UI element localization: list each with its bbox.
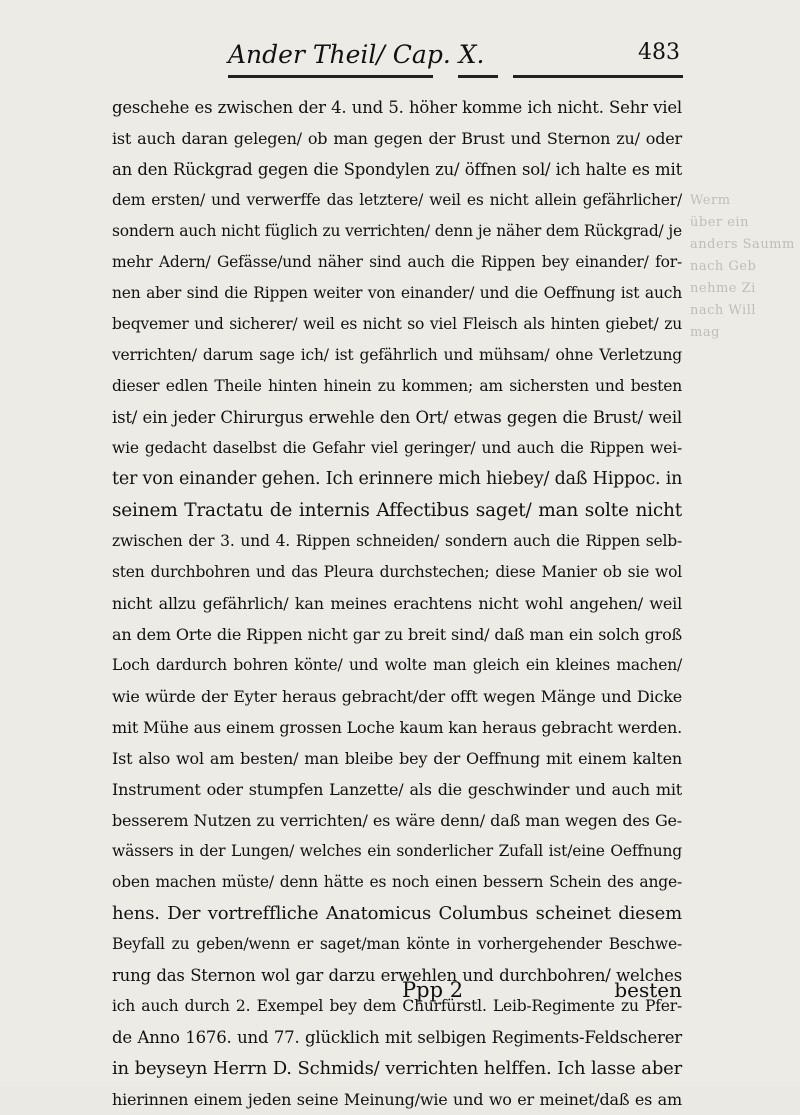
text-line: an den Rückgrad gegen die Spondylen zu/ öffnen sol/ ich halte es mit xyxy=(112,160,682,179)
page-header xyxy=(228,38,688,78)
text-line: in beyseyn Herrn D. Schmids/ verrichten helffen. Ich lasse aber xyxy=(112,1058,682,1079)
text-line: Ist also wol am besten/ man bleibe bey der Oeffnung mit einem kalten xyxy=(112,749,682,768)
text-line: nen aber sind die Rippen weiter von einander/ und die Oeffnung ist auch xyxy=(112,284,682,302)
text-line: de Anno 1676. und 77. glücklich mit selbigen Regiments-Feldscherer xyxy=(112,1028,682,1047)
text-line: ist/ ein jeder Chirurgus erwehle den Ort/ etwas gegen die Brust/ weil xyxy=(112,408,682,427)
text-line: hierinnen einem jeden seine Meinung/wie und wo er meinet/daß es am xyxy=(112,1090,682,1109)
text-line: zwischen der 3. und 4. Rippen schneiden/ sondern auch die Rippen selb- xyxy=(112,532,682,550)
text-line: an dem Orte die Rippen nicht gar zu breit sind/ daß man ein solch groß xyxy=(112,625,682,644)
header-rule xyxy=(228,75,433,78)
text-line: ter von einander gehen. Ich erinnere mich hiebey/ daß Hippoc. in xyxy=(112,469,683,489)
page-footer xyxy=(112,978,682,1010)
text-line: rung das Sternon wol gar darzu erwehlen und durchbohren/ welches xyxy=(112,966,682,985)
text-line: dieser edlen Theile hinten hinein zu kommen; am sichersten und besten xyxy=(112,377,682,395)
text-line: Loch dardurch bohren könte/ und wolte man gleich ein kleines machen/ xyxy=(112,656,682,674)
running-head: Ander Theil/ Cap. X. xyxy=(228,40,485,69)
text-line: Instrument oder stumpfen Lanzette/ als die geschwinder und auch mit xyxy=(112,780,682,799)
text-line: seinem Tractatu de internis Affectibus saget/ man solte nicht xyxy=(112,500,682,521)
bleed-line: Werm xyxy=(690,193,731,208)
bleed-line: mag xyxy=(690,325,720,340)
bleed-line: nach Will xyxy=(690,303,757,318)
text-line: verrichten/ darum sage ich/ ist gefährlich und mühsam/ ohne Verletzung xyxy=(112,346,682,364)
text-line: nicht allzu gefährlich/ kan meines erachtens nicht wohl angehen/ weil xyxy=(112,594,682,613)
text-line: ich auch durch 2. Exempel bey dem Churfürstl. Leib-Regimente zu Pfer- xyxy=(112,997,682,1015)
bleed-line: nehme Zi xyxy=(690,281,756,296)
bleed-line: nach Geb xyxy=(690,259,757,274)
catchword: besten xyxy=(614,978,682,1002)
text-line: beqvemer und sicherer/ weil es nicht so viel Fleisch als hinten giebet/ zu xyxy=(112,315,682,333)
text-line: mehr Adern/ Gefässe/und näher sind auch die Rippen bey einander/ for- xyxy=(112,253,682,271)
text-line: mit Mühe aus einem grossen Loche kaum kan heraus gebracht werden. xyxy=(112,718,682,737)
text-line: geschehe es zwischen der 4. und 5. höher komme ich nicht. Sehr viel xyxy=(112,98,682,117)
text-line: sten durchbohren und das Pleura durchstechen; diese Manier ob sie wol xyxy=(112,563,682,581)
show-through-margin-text xyxy=(690,190,800,350)
signature-mark: Ppp 2 xyxy=(402,978,464,1002)
text-line: dem ersten/ und verwerffe das letztere/ weil es nicht allein gefährlicher/ xyxy=(112,191,682,209)
text-line: wie würde der Eyter heraus gebracht/der offt wegen Mänge und Dicke xyxy=(112,687,682,706)
body-text xyxy=(112,92,682,1115)
bleed-line: über ein xyxy=(690,215,749,230)
header-rule xyxy=(513,75,683,78)
text-line: wässers in der Lungen/ welches ein sonderlicher Zufall ist/eine Oeffnung xyxy=(112,842,682,860)
page-number: 483 xyxy=(638,40,680,65)
text-line: Beyfall zu geben/wenn er saget/man könte in vorhergehender Beschwe- xyxy=(112,935,682,953)
text-line: wie gedacht daselbst die Gefahr viel geringer/ und auch die Rippen wei- xyxy=(112,439,682,457)
text-line: besserem Nutzen zu verrichten/ es wäre denn/ daß man wegen des Ge- xyxy=(112,811,682,830)
bleed-line: anders Saumm xyxy=(690,237,795,252)
text-line: oben machen müste/ denn hätte es noch einen bessern Schein des ange- xyxy=(112,873,682,891)
header-rule xyxy=(458,75,498,78)
text-line: ist auch daran gelegen/ ob man gegen der Brust und Sternon zu/ oder xyxy=(112,129,682,148)
text-line: sondern auch nicht füglich zu verrichten/ denn je näher dem Rückgrad/ je xyxy=(112,222,682,240)
text-line: hens. Der vortreffliche Anatomicus Columbus scheinet diesem xyxy=(112,903,682,924)
